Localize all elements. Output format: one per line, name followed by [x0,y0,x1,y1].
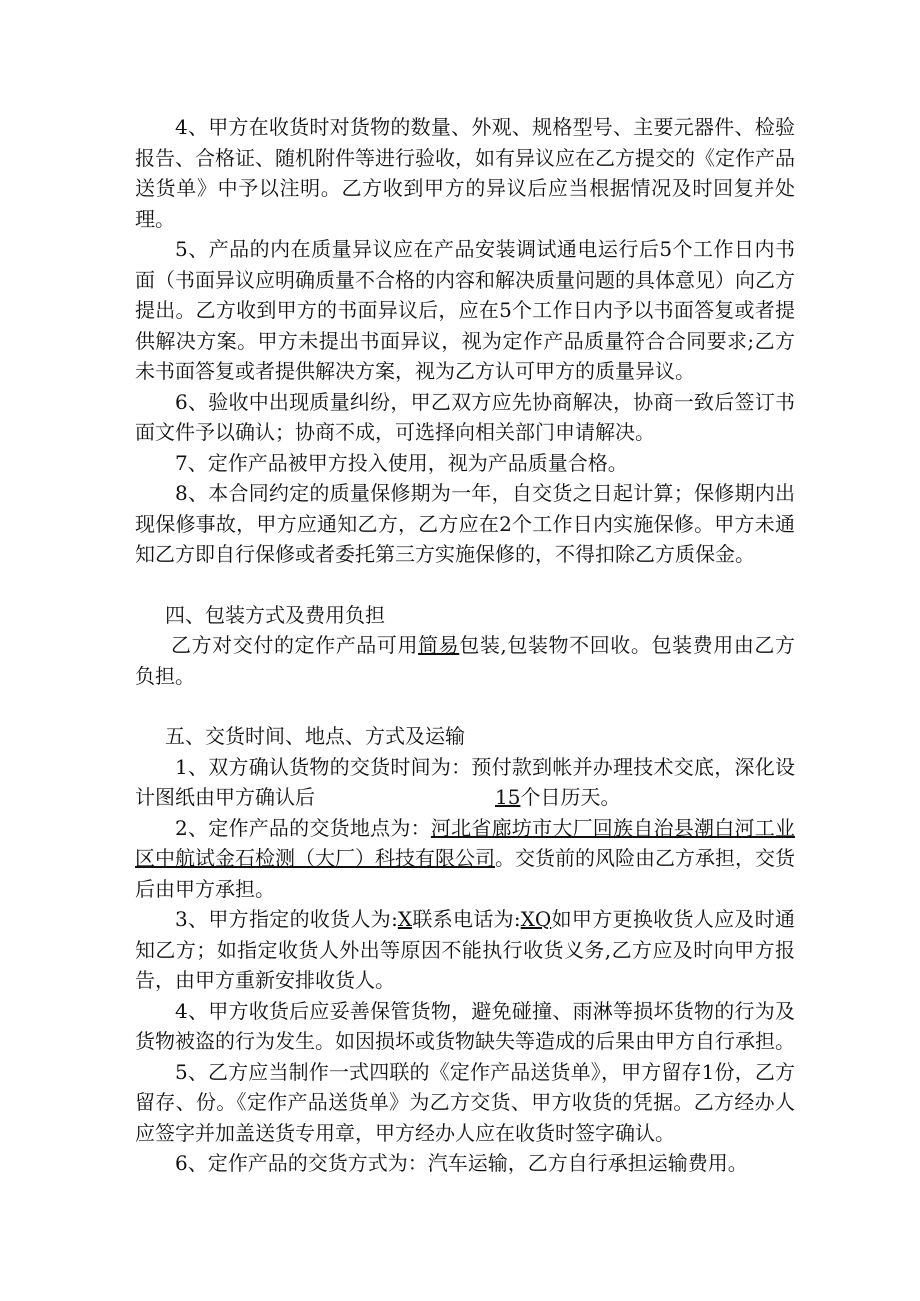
clause-5-3 [135,904,795,996]
section-gap [135,691,795,721]
clause-5-3-text-a: 3、甲方指定的收货人为: [175,907,398,931]
clause-5-4: 4、甲方收货后应妥善保管货物，避免碰撞、雨淋等损坏货物的行为及货物被盗的行为发生。如因损坏或货物缺失等造成的后果由甲方自行承担。 [135,998,795,1053]
consignee-name: X [397,907,413,931]
packaging-type: 简易 [418,633,460,657]
clause-3-8: 8、本合同约定的质量保修期为一年，自交货之日起计算；保修期内出现保修事故，甲方应通知乙方，乙方应在2个工作日内实施保修。甲方未通知乙方即自行保修或者委托第三方实施保修的，不得扣除乙方质保金。 [135,481,795,566]
clause-5-1-text-b: 个日历天。 [520,785,621,809]
section-5-heading: 五、交货时间、地点、方式及运输 [165,724,465,748]
clause-3-4: 4、甲方在收货时对货物的数量、外观、规格型号、主要元器件、检验报告、合格证、随机附件等进行验收，如有异议应在乙方提交的《定作产品送货单》中予以注明。乙方收到甲方的异议后应当根据情况及时回复并处理。 [135,115,795,231]
clause-5-2 [135,813,795,905]
clause-4-text-b: 包装,包装物不回收。包装费用由乙方负担。 [135,633,796,688]
document-body [135,112,795,1179]
clause-5-1 [135,752,795,813]
clause-5-3-text-b: 联系电话为: [412,907,521,931]
clause-3-5: 5、产品的内在质量异议应在产品安装调试通电运行后5个工作日内书面（书面异议应明确质量不合格的内容和解决质量问题的具体意见）向乙方提出。乙方收到甲方的书面异议后，应在5个工作日内予以书面答复或者提供解决方案。甲方未提出书面异议，视为定作产品质量符合合同要求;乙方未书面答复或者提供解决方案，视为乙方认可甲方的质量异议。 [135,237,795,383]
clause-5-1-text-a: 1、双方确认货物的交货时间为：预付款到帐并办理技术交底，深化设计图纸由甲方确认后 [135,754,795,809]
clause-5-6: 6、定作产品的交货方式为：汽车运输，乙方自行承担运输费用。 [175,1151,748,1175]
clause-5-5: 5、乙方应当制作一式四联的《定作产品送货单》，甲方留存1份，乙方留存、份。《定作产品送货单》为乙方交货、甲方收货的凭据。乙方经办人应签字并加盖送货专用章，甲方经办人应在收货时签字确认。 [135,1059,795,1145]
delivery-address: 河北省廊坊市大厂回族自治县潮白河工业区中航试金石检测（大厂）科技有限公司 [135,815,795,870]
clause-5-2-text-b: 。交货前的风险由乙方承担，交货后由甲方承担。 [135,846,795,901]
clause-3-6: 6、验收中出现质量纠纷，甲乙双方应先协商解决，协商一致后签订书面文件予以确认；协商不成，可选择向相关部门申请解决。 [135,389,795,444]
delivery-days: 15 [495,785,521,809]
clause-4-text-a: 乙方对交付的定作产品可用 [171,633,419,657]
clause-5-2-text-a: 2、定作产品的交货地点为： [175,815,431,840]
clause-4-packaging [135,630,795,691]
clause-5-3-text-c: 如甲方更换收货人应及时通知乙方；如指定收货人外出等原因不能执行收货义务,乙方应及时向甲方报告，由甲方重新安排收货人。 [135,907,795,992]
clause-3-7: 7、定作产品被甲方投入使用，视为产品质量合格。 [175,450,628,475]
section-4-heading: 四、包装方式及费用负担 [165,602,385,627]
consignee-phone: XQ [520,907,552,931]
section-gap [135,570,795,600]
